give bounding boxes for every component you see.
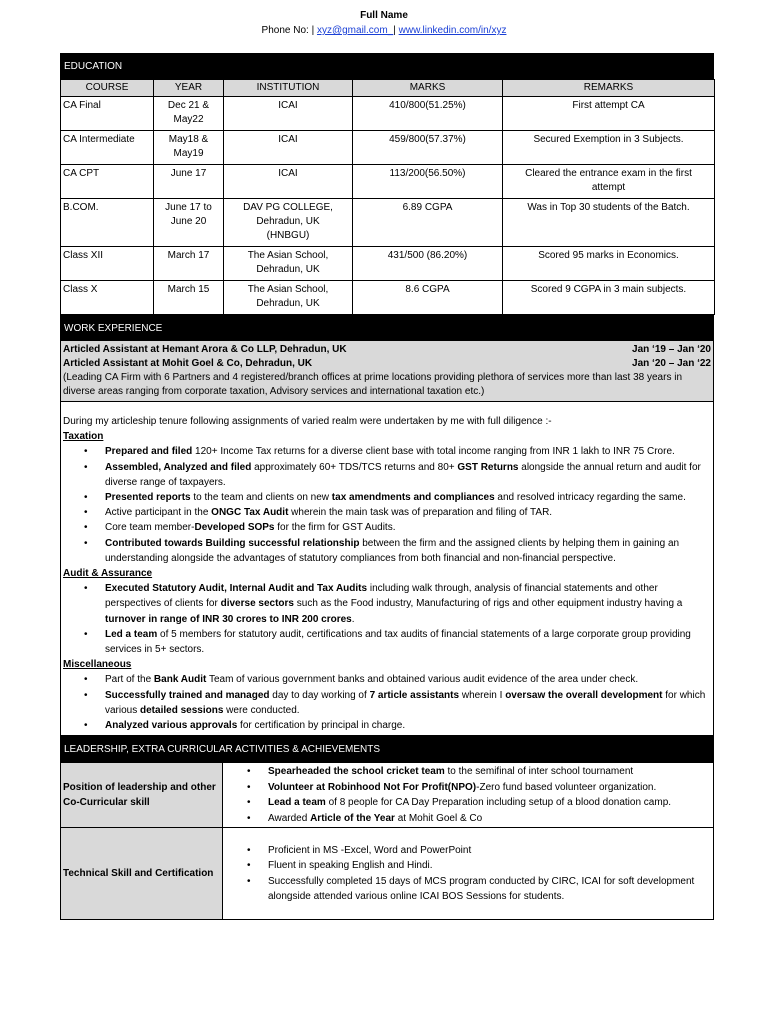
text: alongside the annual return and audit for diverse range of taxpayers. (105, 461, 701, 488)
year-cell (154, 199, 224, 247)
email-link[interactable]: xyz@gmail.com_ (316, 25, 394, 36)
course-cell: B.COM. (61, 199, 154, 247)
bullet-item (105, 444, 711, 459)
text: of 8 people for CA Day Preparation including setup of a blood donation camp. (325, 797, 672, 809)
institution-line: ICAI (278, 134, 298, 145)
remarks-cell (503, 247, 715, 281)
education-row (61, 281, 715, 315)
remarks-line: attempt (591, 182, 626, 193)
leadership-label: Position of leadership and other Co-Curricular skill (61, 763, 223, 828)
institution-line: (HNBGU) (266, 230, 310, 241)
column-header: MARKS (353, 80, 503, 97)
remarks-line: Scored 95 marks in Economics. (538, 250, 679, 261)
leadership-content (223, 828, 714, 920)
text: -Zero fund based volunteer organization. (476, 781, 657, 793)
text: wherein I (459, 689, 506, 701)
leadership-table (60, 762, 714, 920)
marks-cell: 410/800(51.25%) (353, 97, 503, 131)
linkedin-link[interactable]: www.linkedin.com/in/xyz (398, 25, 507, 36)
year-line: June 17 to (165, 202, 212, 213)
bullet-item (105, 688, 711, 718)
text: for certification by principal in charge. (237, 720, 406, 732)
text: Proficient in MS -Excel, Word and PowerPoint (268, 844, 472, 856)
remarks-cell (503, 199, 715, 247)
year-line: May19 (173, 148, 204, 159)
bullet-item (268, 780, 712, 796)
text: were conducted. (223, 704, 300, 716)
job-row (63, 343, 711, 357)
bullet-item (105, 581, 711, 627)
institution-cell (224, 247, 353, 281)
marks-cell: 6.89 CGPA (353, 199, 503, 247)
bullet-list (63, 672, 711, 733)
education-header-row (61, 80, 715, 97)
bullet-item (268, 811, 712, 827)
marks-cell: 431/500 (86.20%) (353, 247, 503, 281)
text: . (351, 613, 355, 625)
column-header: REMARKS (503, 80, 715, 97)
job-role: Articled Assistant at Mohit Goel & Co, Dehradun, UK (63, 358, 313, 369)
bullet-list (224, 843, 712, 905)
institution-cell (224, 97, 353, 131)
marks-cell: 8.6 CGPA (353, 281, 503, 315)
text: between the firm and the assigned clients by helping them in gaining an understanding alongside the advantages of statutory compliances from both financial and non-financial perspective. (105, 537, 680, 564)
education-row (61, 247, 715, 281)
contact-line (0, 25, 768, 36)
remarks-line: First attempt CA (572, 100, 645, 111)
bullet-list (63, 444, 711, 566)
text: at Mohit Goel & Co (394, 812, 483, 824)
bold-text: Executed Statutory Audit, Internal Audit and Tax Audits (105, 583, 368, 595)
marks-cell: 459/800(57.37%) (353, 131, 503, 165)
bullet-item (268, 858, 712, 874)
section-heading: Taxation (63, 431, 104, 443)
bold-text: Contributed towards Building successful relationship (105, 537, 360, 549)
bold-text: Analyzed various approvals (105, 720, 238, 732)
bullet-item (105, 505, 711, 520)
bullet-item (105, 520, 711, 535)
text: for which various (105, 689, 706, 716)
bold-text: ONGC Tax Audit (211, 507, 289, 519)
text: wherein the main task was of preparation and filing of TAR. (288, 507, 553, 519)
year-cell (154, 247, 224, 281)
institution-cell (224, 199, 353, 247)
bullet-item (268, 874, 712, 905)
marks-cell: 113/200(56.50%) (353, 165, 503, 199)
bullet-item (105, 627, 711, 657)
text: Fluent in speaking English and Hindi. (268, 860, 433, 872)
text: Awarded (268, 812, 311, 824)
job-row (63, 357, 711, 371)
year-cell (154, 281, 224, 315)
section-heading: Miscellaneous (63, 659, 132, 671)
job-period: Jan ‘20 – Jan ‘22 (632, 358, 711, 369)
bold-text: Prepared and filed (105, 446, 193, 458)
education-row (61, 199, 715, 247)
institution-line: DAV PG COLLEGE, (243, 202, 333, 213)
bullet-item (105, 490, 711, 505)
institution-cell (224, 281, 353, 315)
institution-line: ICAI (278, 100, 298, 111)
column-header: COURSE (61, 80, 154, 97)
bold-text: Developed SOPs (194, 522, 275, 534)
year-cell (154, 131, 224, 165)
bullet-item (105, 536, 711, 566)
text: and resolved intricacy regarding the same. (494, 492, 686, 504)
job-role: Articled Assistant at Hemant Arora & Co LLP, Dehradun, UK (63, 344, 347, 355)
text: to the semifinal of inter school tournament (444, 766, 634, 778)
bold-text: oversaw the overall development (505, 689, 663, 701)
bullet-item (105, 672, 711, 687)
institution-line: The Asian School, (247, 250, 329, 261)
work-details (60, 402, 714, 736)
remarks-cell (503, 165, 715, 199)
phone-label: Phone No: | (261, 25, 315, 36)
leadership-label: Technical Skill and Certification (61, 828, 223, 920)
text: Active participant in the (105, 507, 212, 519)
education-table (60, 79, 715, 315)
text: Core team member- (105, 522, 195, 534)
bullet-list (224, 764, 712, 826)
remarks-line: Secured Exemption in 3 Subjects. (533, 134, 684, 145)
bold-text: Volunteer at Robinhood Not For Profit(NPO) (268, 781, 477, 793)
work-header (60, 341, 714, 402)
leadership-row (61, 763, 714, 828)
remarks-line: Scored 9 CGPA in 3 main subjects. (530, 284, 687, 295)
leadership-row (61, 828, 714, 920)
column-header: YEAR (154, 80, 224, 97)
text: including walk through, analysis of financial statements and other perspectives of clients for (105, 583, 658, 610)
text: Part of the (105, 674, 154, 686)
column-header: INSTITUTION (224, 80, 353, 97)
bold-text: detailed sessions (140, 704, 224, 716)
remarks-cell (503, 97, 715, 131)
course-cell: Class X (61, 281, 154, 315)
course-cell: CA CPT (61, 165, 154, 199)
year-cell (154, 165, 224, 199)
year-cell (154, 97, 224, 131)
bullet-item (268, 764, 712, 780)
year-line: March 15 (167, 284, 210, 295)
resume-name: Full Name (360, 10, 408, 21)
text: for the firm for GST Audits. (274, 522, 396, 534)
institution-cell (224, 131, 353, 165)
leadership-title: LEADERSHIP, EXTRA CURRICULAR ACTIVITIES & ACHIEVEMENTS (60, 736, 714, 762)
year-line: Dec 21 & (167, 100, 210, 111)
text: day to day working of (269, 689, 370, 701)
text: to the team and clients on new (190, 492, 332, 504)
remarks-line: Cleared the entrance exam in the first (525, 168, 692, 179)
text: 120+ Income Tax returns for a diverse client base with total income ranging from INR 1 lakh to INR 75 Crore. (192, 446, 675, 458)
education-row (61, 131, 715, 165)
education-row (61, 97, 715, 131)
year-line: June 20 (170, 216, 207, 227)
text: approximately 60+ TDS/TCS returns and 80+ (251, 461, 458, 473)
education-row (61, 165, 715, 199)
bold-text: diverse sectors (220, 598, 294, 610)
bullet-item (105, 718, 711, 733)
text: such as the Food industry, Manufacturing of rigs and other equipment industry having a (294, 598, 683, 610)
remarks-line: Was in Top 30 students of the Batch. (527, 202, 690, 213)
section-heading: Audit & Assurance (63, 568, 153, 580)
course-cell: CA Intermediate (61, 131, 154, 165)
firm-note: (Leading CA Firm with 6 Partners and 4 registered/branch offices at prime locations providing plethora of services more than last 38 years in diverse areas ranging from corporate taxation, Advisory services and international taxation etc.) (63, 372, 683, 397)
text: of 5 members for statutory audit, certifications and tax audits of financial statements of a large corporate group providing services in 5+ sectors. (105, 628, 691, 656)
institution-line: Dehradun, UK (256, 264, 320, 275)
course-cell: Class XII (61, 247, 154, 281)
bold-text: 7 article assistants (369, 689, 460, 701)
bullet-item (268, 843, 712, 859)
bold-text: Spearheaded the school cricket team (268, 766, 445, 778)
bullet-item (105, 460, 711, 490)
work-experience-title: WORK EXPERIENCE (60, 315, 714, 341)
work-intro: During my articleship tenure following assignments of varied realm were undertaken by me with full diligence :- (63, 416, 552, 427)
bold-text: Bank Audit (153, 674, 207, 686)
contact-separator: | (393, 25, 396, 36)
bold-text: GST Returns (457, 461, 519, 473)
year-line: May18 & (168, 134, 209, 145)
bold-text: Successfully trained and managed (105, 689, 270, 701)
institution-line: The Asian School, (247, 284, 329, 295)
year-line: June 17 (170, 168, 207, 179)
education-title: EDUCATION (60, 53, 714, 79)
bold-text: Lead a team (268, 797, 326, 809)
institution-line: Dehradun, UK (256, 298, 320, 309)
institution-cell (224, 165, 353, 199)
bold-text: tax amendments and compliances (331, 492, 495, 504)
text: Successfully completed 15 days of MCS program conducted by CIRC, ICAI for soft development alongside attended various online ICAI BOS Sessions for students. (268, 875, 695, 903)
bold-text: Assembled, Analyzed and filed (105, 461, 252, 473)
bold-text: Article of the Year (310, 812, 395, 824)
remarks-cell (503, 281, 715, 315)
course-cell: CA Final (61, 97, 154, 131)
remarks-cell (503, 131, 715, 165)
institution-line: Dehradun, UK (256, 216, 320, 227)
bold-text: turnover in range of INR 30 crores to INR 200 crores (105, 613, 352, 625)
leadership-content (223, 763, 714, 828)
bullet-item (268, 795, 712, 811)
bold-text: Led a team (105, 628, 158, 640)
job-period: Jan ‘19 – Jan ‘20 (632, 344, 711, 355)
bold-text: Presented reports (105, 492, 191, 504)
year-line: May22 (173, 114, 204, 125)
institution-line: ICAI (278, 168, 298, 179)
resume-body (60, 53, 714, 920)
text: Team of various government banks and obtained various audit evidence of the area under check. (206, 674, 639, 686)
year-line: March 17 (167, 250, 210, 261)
bullet-list (63, 581, 711, 657)
